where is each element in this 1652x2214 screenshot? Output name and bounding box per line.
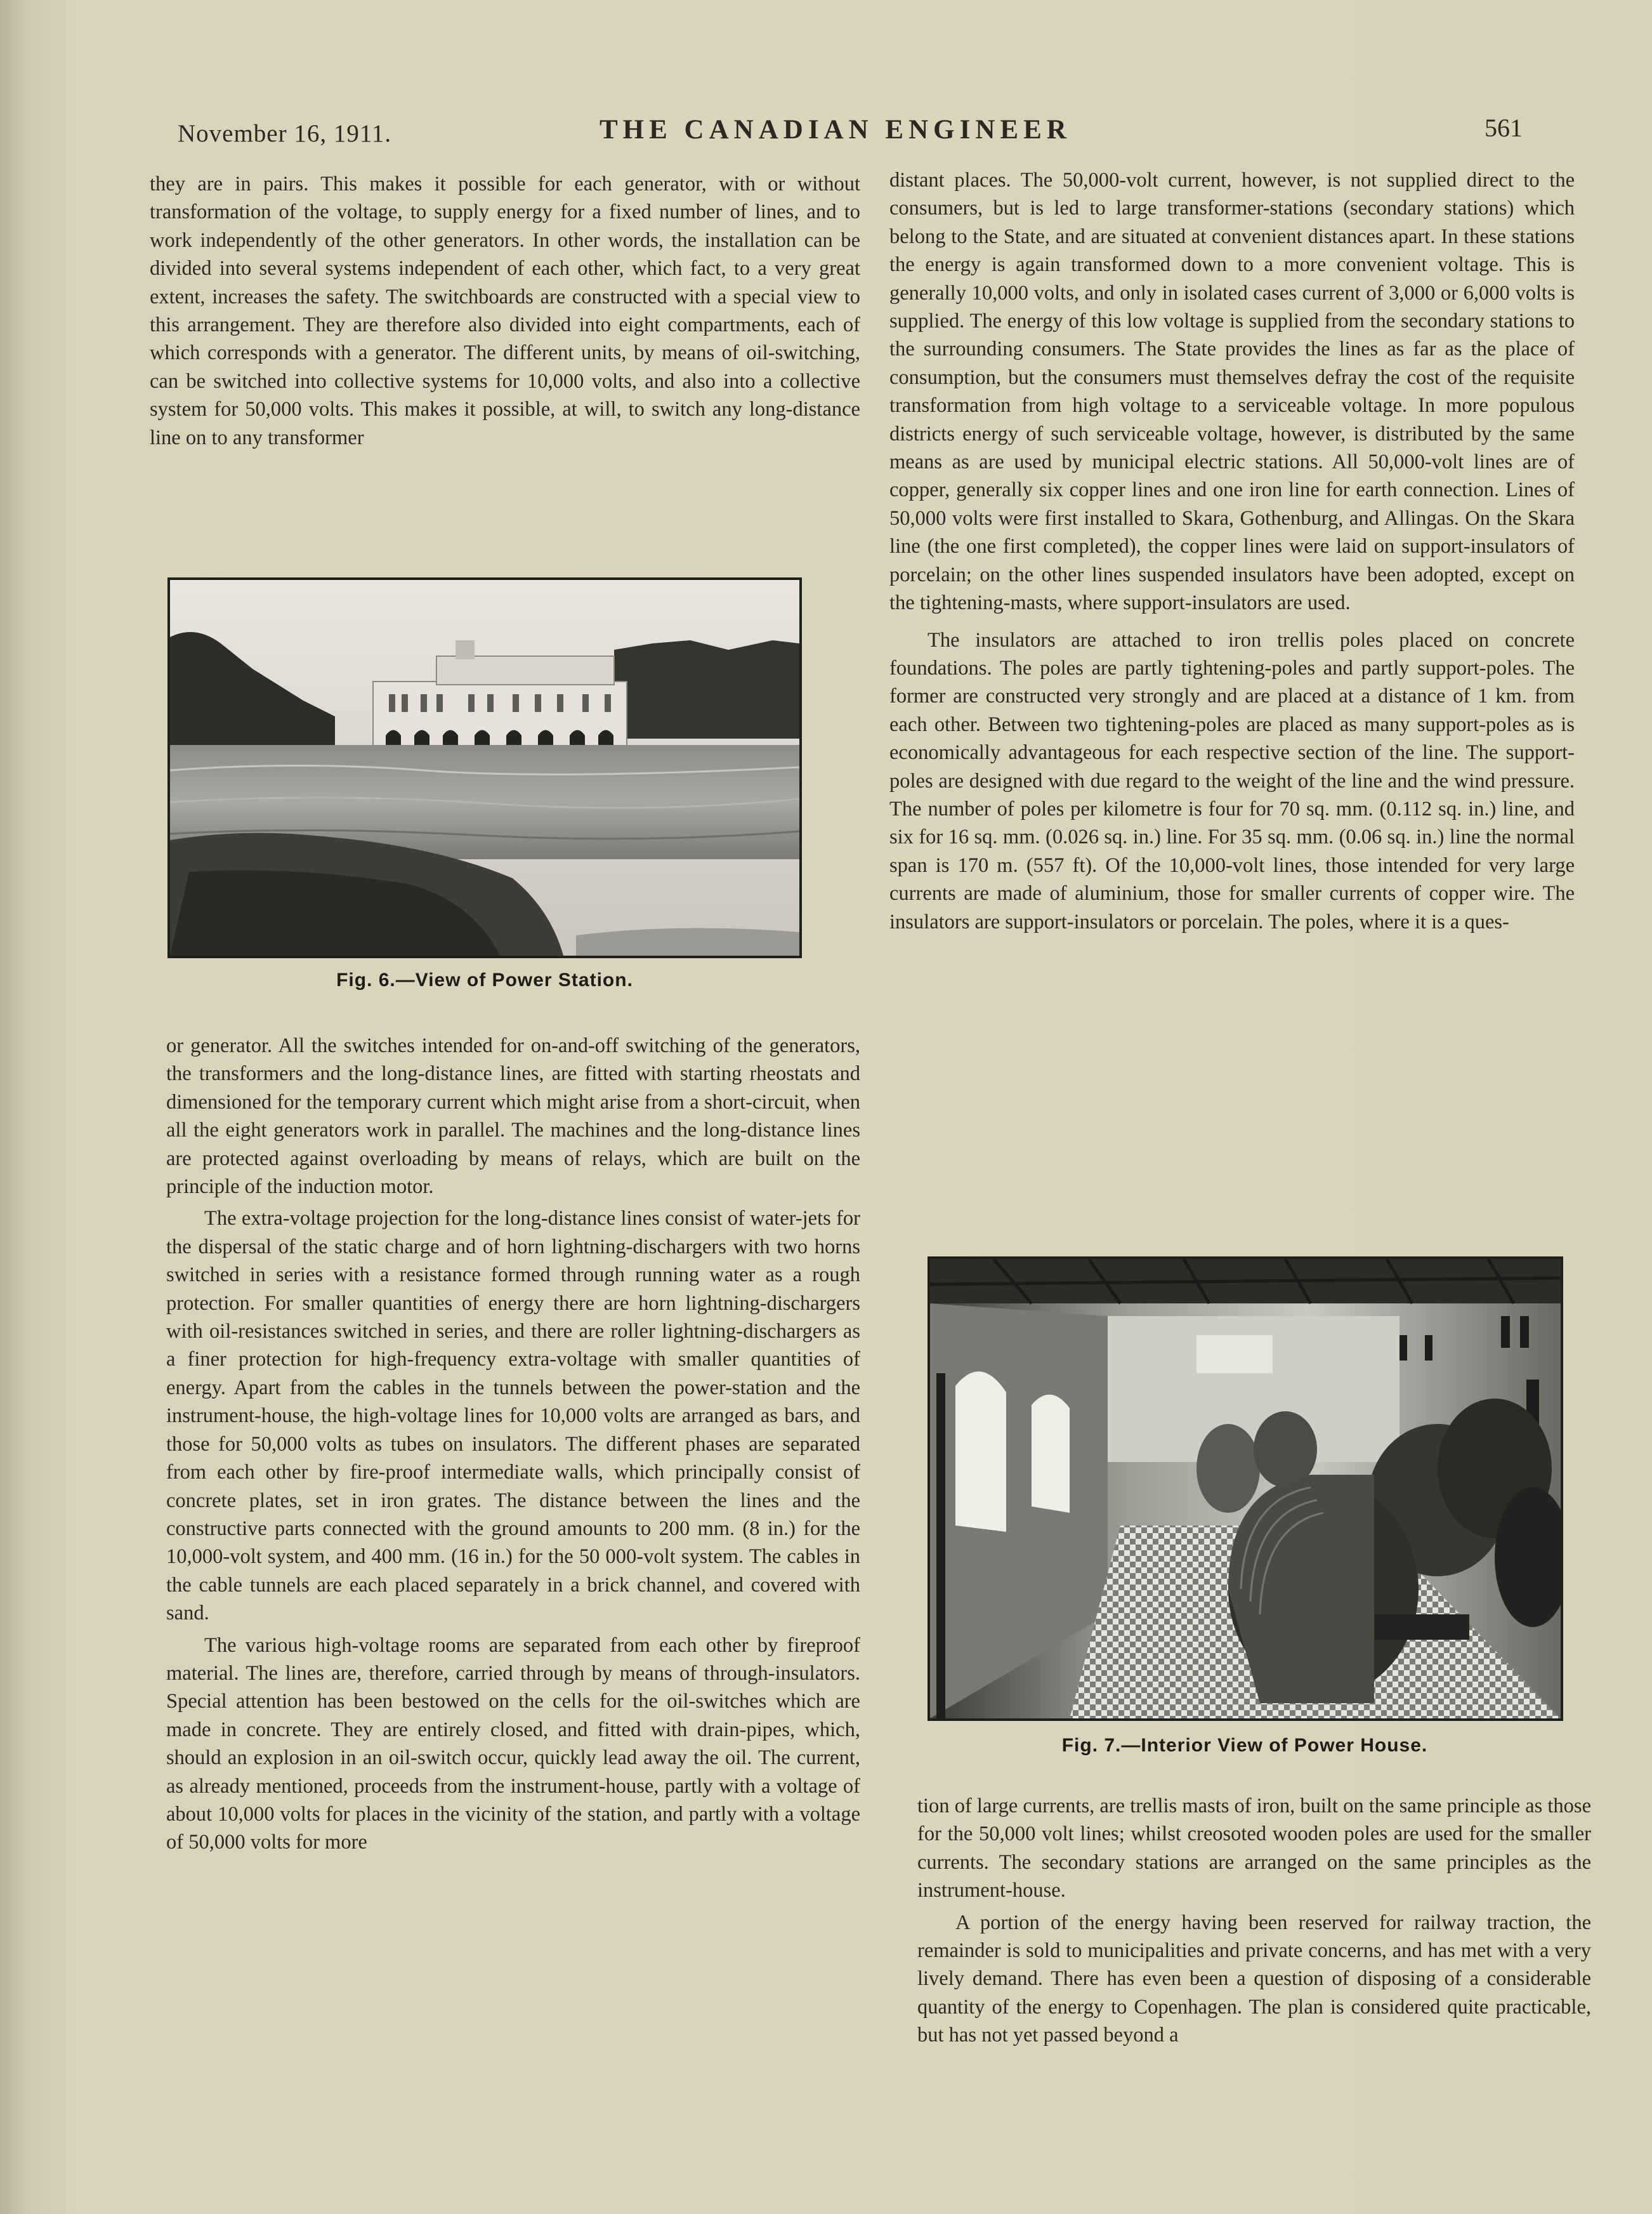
journal-title: THE CANADIAN ENGINEER: [600, 115, 1072, 145]
right-column-top: [889, 166, 1575, 936]
figure-power-house-interior-photo: [928, 1256, 1563, 1721]
paragraph: or generator. All the switches intended for on-and-off switching of the generators, the transformers and the long-distance lines, are fitted with starting rheostats and dimensioned for the temporary current which might arise from a short-circuit, when all the eight generators work in parallel. The machines and the long-distance lines are protected against overloading by means of relays, which are built on the principle of the induction motor.: [166, 1034, 860, 1199]
power-house-interior-image: [930, 1259, 1561, 1718]
paragraph: distant places. The 50,000-volt current, however, is not supplied direct to the consumers, but is led to large transformer-stations (secondary stations) which belong to the State, and are situated at convenient distances apart. In these stations the energy is again transformed down to a more convenient voltage. This is generally 10,000 volts, and only in isolated cases current of 3,000 or 6,000 volts is supplied. The energy of this low voltage is supplied from the secondary stations to the surrounding consumers. The State provides the lines as far as the place of consumption, but the consumers must themselves defray the cost of the requisite transformation from high voltage to a serviceable voltage. In more populous districts energy of such serviceable voltage, however, is distributed by the same means as are used by municipal electric stations. All 50,000-volt lines are of copper, generally six copper lines and one iron line for earth connection. Lines of 50,000 volts were first installed to Skara, Gothenburg, and Allingas. On the Skara line (the one first completed), the copper lines were laid on support-insulators of porcelain; on the other lines suspended insulators have been adopted, except on the tightening-masts, where support-insulators are used.: [889, 169, 1575, 615]
left-column-bottom: [166, 1032, 860, 1857]
power-station-image: [170, 580, 799, 956]
paragraph: The insulators are attached to iron trellis poles placed on concrete foundations. The poles are partly tightening-poles and partly support-poles. The former are constructed very strongly and are placed at a distance of 1 km. from each other. Between two tightening-poles are placed as many support-poles as is economically advantageous for each respective section of the line. The support-poles are designed with due regard to the weight of the line and the wind pressure. The number of poles per kilometre is four for 70 sq. mm. (0.112 sq. in.) line, and six for 16 sq. mm. (0.026 sq. in.) line. For 35 sq. mm. (0.06 sq. in.) line the normal span is 170 m. (557 ft). Of the 10,000-volt lines, those intended for very large currents are made of aluminium, those for smaller currents of copper wire. The insulators are support-insulators or porcelain. The poles, where it is a ques-: [889, 628, 1575, 933]
paragraph: tion of large currents, are trellis masts of iron, built on the same principle as those for the 50,000 volt lines; whilst creosoted wooden poles are used for the smaller currents. The secondary stations are arranged on the same principles as the instrument-house.: [917, 1795, 1591, 1902]
paragraph: The extra-voltage projection for the long-distance lines consist of water-jets for the dispersal of the static charge and of horn lightning-dischargers with two horns switched in series with a resistance formed through running water as a rough protection. For smaller quantities of energy there are horn lightning-dischargers with oil-resistances switched in series, and there are roller lightning-dischargers as a finer protection for high-frequency extra-voltage with smaller quantities of energy. Apart from the cables in the tunnels between the power-station and the instrument-house, the high-voltage lines for 10,000 volts are arranged as bars, and those for 50,000 volts as tubes on insulators. The different phases are separated from each other by fire-proof intermediate walls, which principally consist of concrete plates, set in iron grates. The distance between the lines and the constructive parts connected with the ground amounts to 200 mm. (8 in.) for the 10,000-volt system, and 400 mm. (16 in.) for the 50 000-volt system. The cables in the cable tunnels are each placed separately in a brick channel, and covered with sand.: [166, 1207, 860, 1625]
right-column-bottom: [917, 1792, 1591, 2050]
figure-7-caption: Fig. 7.—Interior View of Power House.: [1061, 1735, 1428, 1756]
left-column-top: [150, 170, 860, 452]
running-head: [178, 113, 1523, 157]
figure-power-station-photo: [167, 577, 802, 958]
paragraph: A portion of the energy having been reserved for railway traction, the remainder is sold to municipalities and private concerns, and has met with a very lively demand. There has even been a question of disposing of a considerable quantity of the energy to Copenhagen. The plan is considered quite practicable, but has not yet passed beyond a: [917, 1911, 1591, 2047]
paragraph: they are in pairs. This makes it possible for each generator, with or without transformation of the voltage, to supply energy for a fixed number of lines, and to work independently of the other generators. In other words, the installation can be divided into several systems independent of each other, which fact, to a very great extent, increases the safety. The switchboards are constructed with a special view to this arrangement. They are therefore also divided into eight compartments, each of which corresponds with a generator. The different units, by means of oil-switching, can be switched into collective systems for 10,000 volts, and also into a collective system for 50,000 volts. This makes it possible, at will, to switch any long-distance line on to any transformer: [150, 173, 860, 449]
paragraph: The various high-voltage rooms are separated from each other by fireproof material. The lines are, therefore, carried through by means of through-insulators. Special attention has been bestowed on the cells for the oil-switches which are made in concrete. They are entirely closed, and fitted with drain-pipes, which, should an explosion in an oil-switch occur, quickly lead away the oil. The current, as already mentioned, proceeds from the instrument-house, partly with a voltage of about 10,000 volts for places in the vicinity of the station, and partly with a voltage of 50,000 volts for more: [166, 1633, 860, 1854]
issue-date: November 16, 1911.: [178, 120, 392, 147]
page-number: 561: [1485, 114, 1523, 142]
figure-6-caption: Fig. 6.—View of Power Station.: [336, 970, 633, 991]
